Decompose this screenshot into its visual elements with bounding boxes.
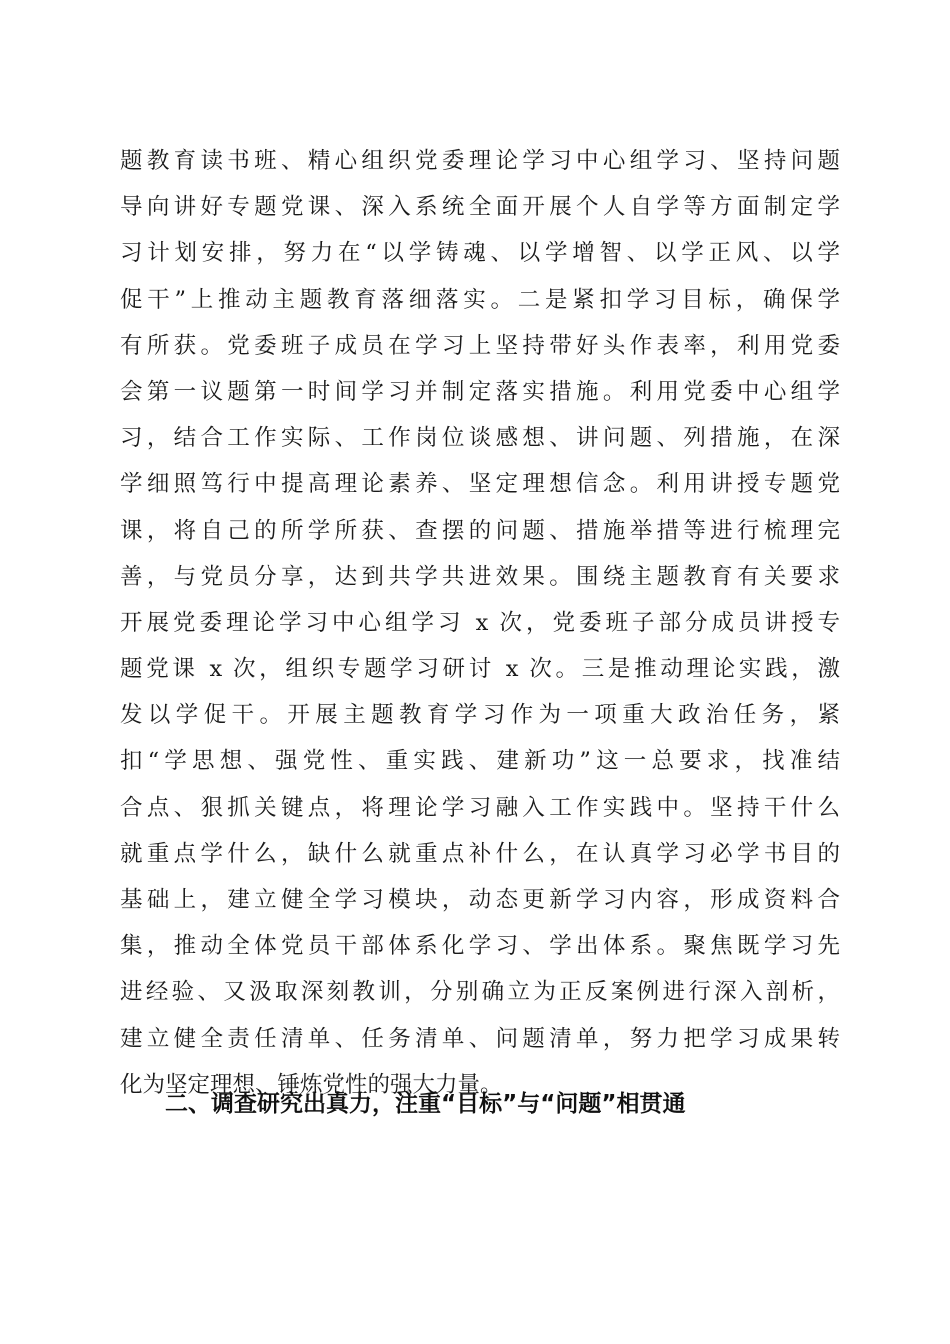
paragraph-line: 集，推动全体党员干部体系化学习、学出体系。聚焦既学习先 — [120, 933, 840, 960]
paragraph-line: 进经验、又汲取深刻教训，分别确立为正反案例进行深入剖析， — [120, 979, 840, 1006]
paragraph-line: 发以学促干。开展主题教育学习作为一项重大政治任务，紧 — [120, 702, 840, 729]
paragraph-line: 会第一议题第一时间学习并制定落实措施。利用党委中心组学 — [120, 378, 840, 405]
paragraph-line: 善，与党员分享，达到共学共进效果。围绕主题教育有关要求 — [120, 563, 840, 590]
paragraph-line: 就重点学什么，缺什么就重点补什么，在认真学习必学书目的 — [120, 840, 840, 867]
paragraph-line: 题党课 x 次，组织专题学习研讨 x 次。三是推动理论实践，激 — [120, 656, 840, 683]
section-heading: 二、调查研究出真力，注重“目标”与“问题”相贯通 — [165, 1091, 686, 1117]
paragraph-line: 扣“学思想、强党性、重实践、建新功”这一总要求，找准结 — [120, 748, 840, 775]
paragraph-line: 课，将自己的所学所获、查摆的问题、措施举措等进行梳理完 — [120, 517, 840, 544]
paragraph-line: 建立健全责任清单、任务清单、问题清单，努力把学习成果转 — [120, 1025, 840, 1052]
body-paragraph — [120, 138, 840, 1108]
paragraph-line: 合点、狠抓关键点，将理论学习融入工作实践中。坚持干什么 — [120, 794, 840, 821]
paragraph-line: 习计划安排，努力在“以学铸魂、以学增智、以学正风、以学 — [120, 240, 840, 267]
paragraph-line: 题教育读书班、精心组织党委理论学习中心组学习、坚持问题 — [120, 148, 840, 174]
paragraph-line: 学细照笃行中提高理论素养、坚定理想信念。利用讲授专题党 — [120, 471, 840, 498]
paragraph-line: 习，结合工作实际、工作岗位谈感想、讲问题、列措施，在深 — [120, 425, 840, 452]
paragraph-line: 化为坚定理想、锤炼党性的强大力量。 — [120, 1071, 503, 1098]
paragraph-line: 促干”上推动主题教育落细落实。二是紧扣学习目标，确保学 — [120, 286, 840, 313]
paragraph-line: 有所获。党委班子成员在学习上坚持带好头作表率，利用党委 — [120, 332, 840, 359]
paragraph-line: 基础上，建立健全学习模块，动态更新学习内容，形成资料合 — [120, 887, 840, 913]
paragraph-line: 导向讲好专题党课、深入系统全面开展个人自学等方面制定学 — [120, 194, 840, 221]
paragraph-line: 开展党委理论学习中心组学习 x 次，党委班子部分成员讲授专 — [120, 609, 840, 636]
